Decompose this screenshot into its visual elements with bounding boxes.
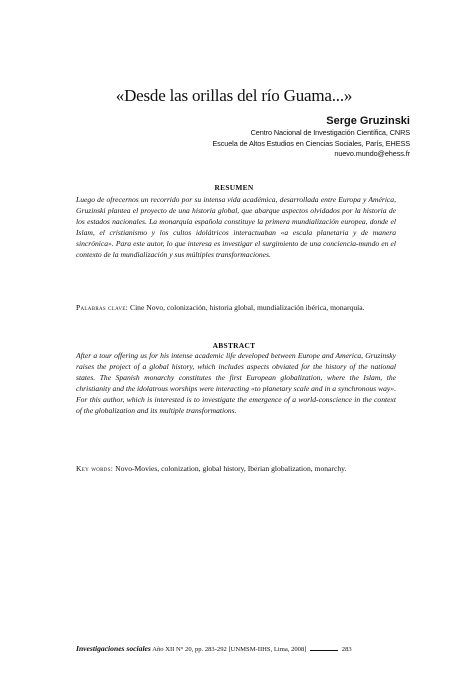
palabras-clave (76, 303, 396, 314)
author-name: Serge Gruzinski (326, 115, 410, 127)
author-block (110, 114, 410, 160)
abstract-heading: ABSTRACT (212, 341, 256, 350)
affiliation-cnrs: Centro Nacional de Investigación Científica, CNRS (250, 128, 410, 137)
author-email: nuevo.mundo@ehess.fr (334, 149, 410, 158)
abstract-text: After a tour offering us for his intense academic life developed between Europe and America, Gruzinsky raises the project of a global history, which includes aspects obviated for the history of the national states. The Spanish monarchy constitutes the first European globalization, where the Islam, the christianity and the idolatrous worships were interacting «to planetary scale and in a synchronous way». For this author, which is interested is to investigate the emergence of a world-conscience in the context of the globalization and its multiple transformations. (76, 351, 396, 415)
key-words-label: Key words: (76, 464, 114, 473)
resumen-heading: RESUMEN (214, 183, 254, 192)
journal-name: Investigaciones sociales (76, 644, 151, 653)
journal-details: Año XII N° 20, pp. 283-292 [UNMSM-IIHS, Lima, 2008] (152, 646, 307, 653)
footer-rule (310, 650, 338, 651)
palabras-clave-text: Cine Novo, colonización, historia global, mundialización ibérica, monarquía. (130, 303, 365, 312)
article-title: «Desde las orillas del río Guama...» (115, 86, 353, 105)
page-footer (76, 644, 406, 653)
affiliation-ehess: Escuela de Altos Estudios en Ciencias Sociales, París, EHESS (212, 138, 410, 148)
page-number: 283 (341, 646, 352, 653)
key-words-text: Novo-Movies, colonization, global history, Iberian globalization, monarchy. (115, 464, 347, 473)
key-words (76, 464, 396, 475)
palabras-clave-label: Palabras clave: (76, 303, 129, 312)
resumen-text: Luego de ofrecernos un recorrido por su intensa vida académica, desarrollada entre Europa y América, Gruzinski plantea el proyecto de una historia global, que abarque aspectos olvidados por la historia de los estados nacionales. La monarquía española constituye la primera mundialización europea, donde el Islam, el cristianismo y los cultos idolátricos interactuaban «a escala planetaria y de manera sincrónica». Para este autor, lo que interesa es investigar el surgimiento de una conciencia-mundo en el contexto de la mundialización y sus múltiples transformaciones. (76, 195, 396, 259)
